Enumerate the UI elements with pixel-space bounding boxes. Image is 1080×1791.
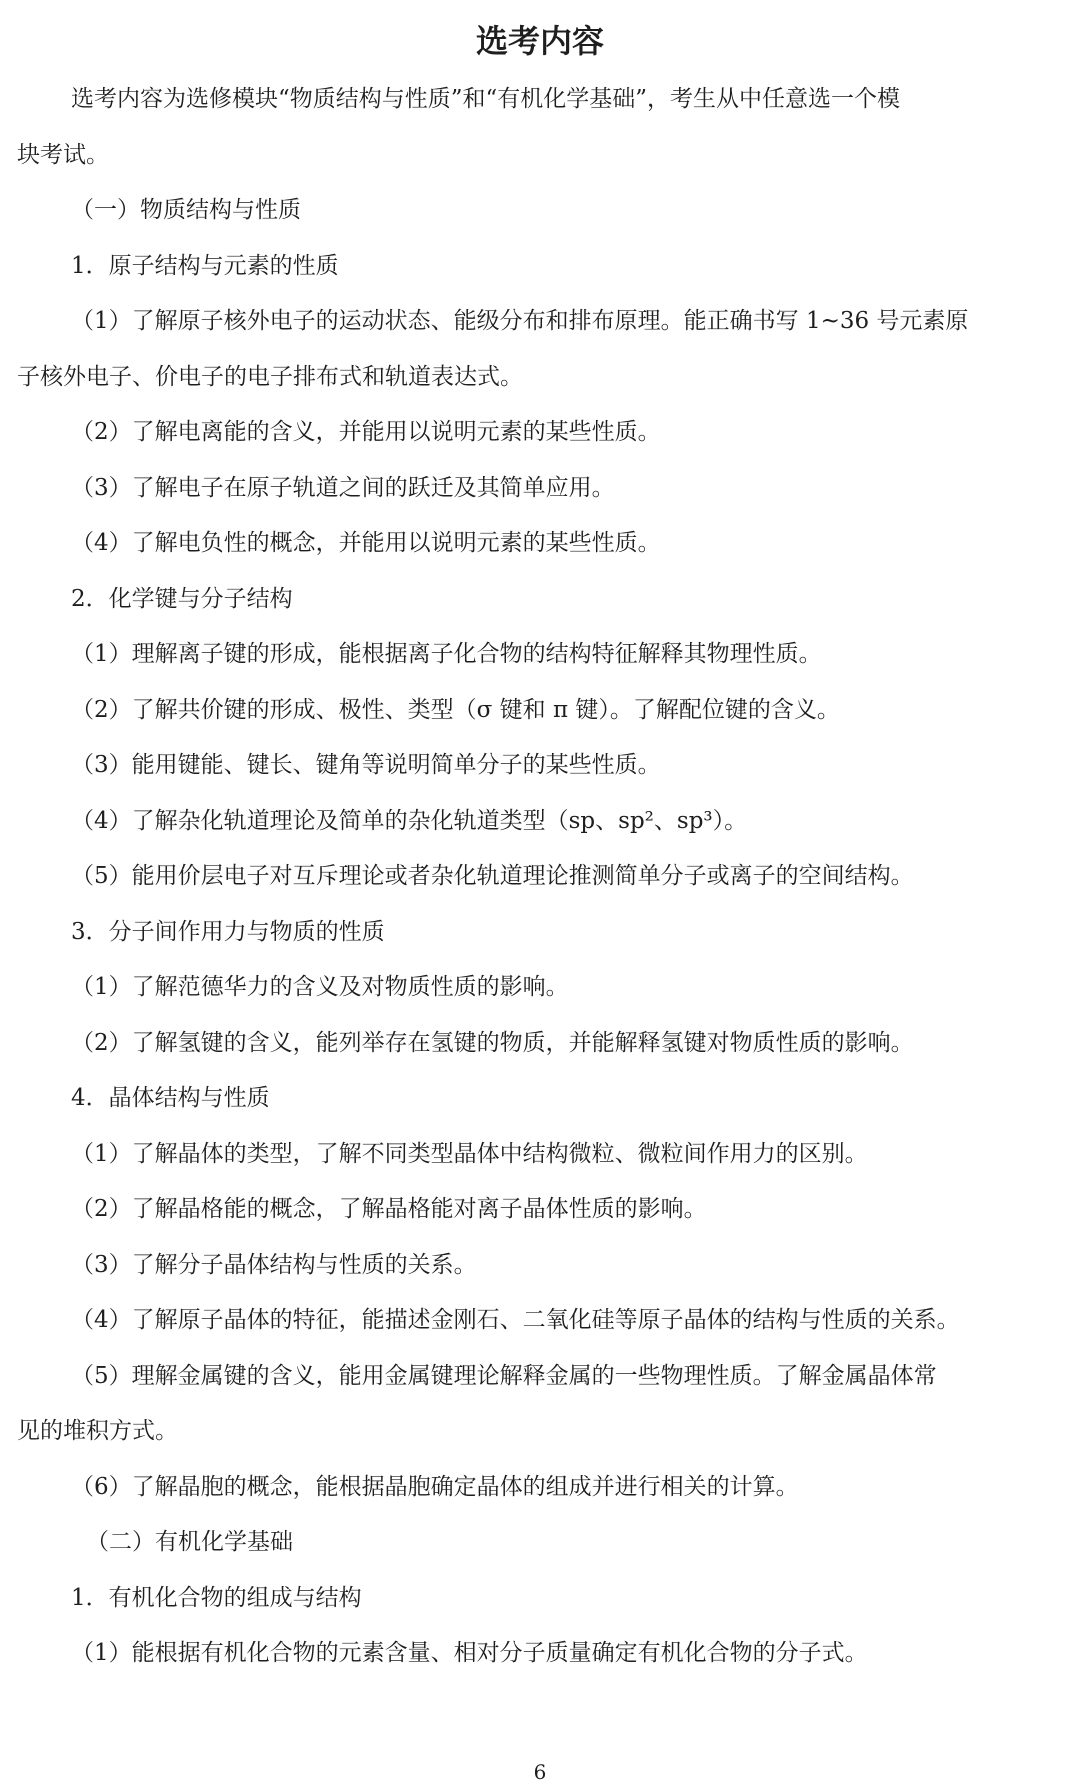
text-line: （1）了解范德华力的含义及对物质性质的影响。	[71, 974, 569, 1000]
text-line: （6）了解晶胞的概念，能根据晶胞确定晶体的组成并进行相关的计算。	[71, 1473, 799, 1500]
text-line: 2．化学键与分子结构	[71, 585, 293, 612]
text-line: （4）了解电负性的概念，并能用以说明元素的某些性质。	[71, 530, 661, 556]
text-line: （2）了解电离能的含义，并能用以说明元素的某些性质。	[71, 419, 661, 445]
text-line: 块考试。	[17, 141, 109, 168]
text-line: 4．晶体结构与性质	[71, 1085, 270, 1111]
text-line: （1）了解原子核外电子的运动状态、能级分布和排布原理。能正确书写 1~36 号元素原	[71, 308, 969, 334]
text-line: 选考内容为选修模块“物质结构与性质”和“有机化学基础”，考生从中任意选一个模	[71, 86, 901, 112]
text-line: （5）理解金属键的含义，能用金属键理论解释金属的一些物理性质。了解金属晶体常	[71, 1362, 937, 1389]
text-line: （2）了解氢键的含义，能列举存在氢键的物质，并能解释氢键对物质性质的影响。	[71, 1029, 914, 1056]
text-line: （2）了解共价键的形成、极性、类型（σ 键和 π 键）。了解配位键的含义。	[71, 696, 840, 723]
text-line: （4）了解杂化轨道理论及简单的杂化轨道类型（sp、sp²、sp³）。	[71, 807, 748, 834]
text-line: （3）能用键能、键长、键角等说明简单分子的某些性质。	[71, 752, 661, 778]
text-line: （一）物质结构与性质	[71, 197, 301, 223]
text-line: （1）理解离子键的形成，能根据离子化合物的结构特征解释其物理性质。	[71, 641, 822, 667]
page-number: 6	[533, 1760, 547, 1784]
text-line: （1）了解晶体的类型，了解不同类型晶体中结构微粒、微粒间作用力的区别。	[71, 1140, 868, 1167]
text-line: 3．分子间作用力与物质的性质	[71, 918, 385, 945]
text-line: 1．原子结构与元素的性质	[71, 252, 339, 279]
text-line: （2）了解晶格能的概念，了解晶格能对离子晶体性质的影响。	[71, 1196, 707, 1222]
text-line: 1．有机化合物的组成与结构	[71, 1584, 362, 1611]
text-line: （3）了解电子在原子轨道之间的跃迁及其简单应用。	[71, 474, 615, 501]
text-line: （3）了解分子晶体结构与性质的关系。	[71, 1251, 477, 1278]
text-line: （5）能用价层电子对互斥理论或者杂化轨道理论推测简单分子或离子的空间结构。	[71, 863, 914, 889]
text-line: （二）有机化学基础	[86, 1529, 293, 1555]
text-line: （4）了解原子晶体的特征，能描述金刚石、二氧化硅等原子晶体的结构与性质的关系。	[71, 1307, 960, 1333]
text-line: （1）能根据有机化合物的元素含量、相对分子质量确定有机化合物的分子式。	[71, 1640, 868, 1666]
text-line: 子核外电子、价电子的电子排布式和轨道表达式。	[17, 363, 523, 390]
page-title: 选考内容	[475, 22, 604, 60]
text-line: 见的堆积方式。	[17, 1418, 178, 1444]
